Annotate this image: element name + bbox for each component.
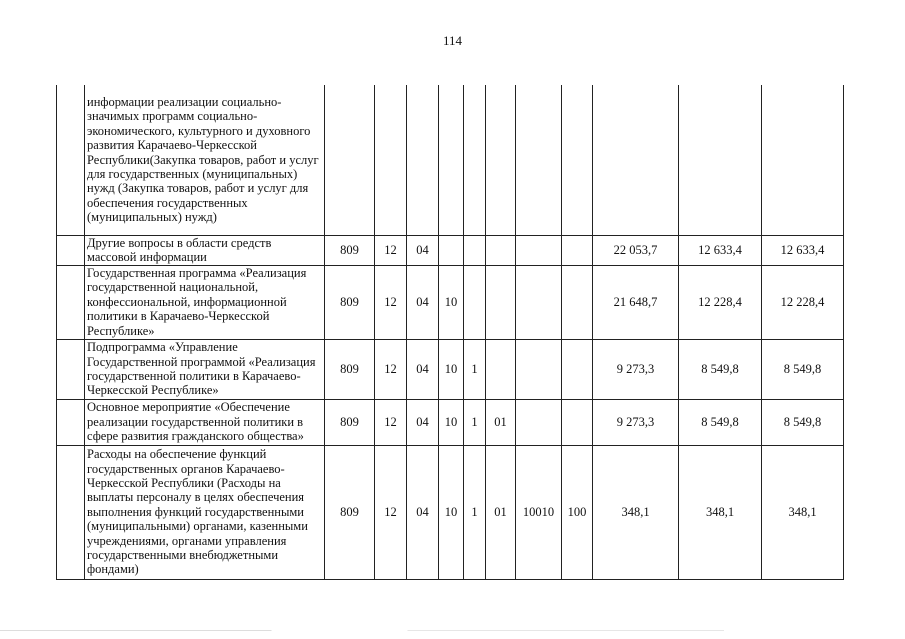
cs-program-cell: 10 — [439, 339, 464, 399]
index-cell — [57, 399, 85, 445]
ved-cell: 809 — [325, 235, 375, 265]
index-cell — [57, 265, 85, 339]
cs-direction-cell — [516, 399, 562, 445]
cs-program-cell — [439, 85, 464, 235]
budget-table — [56, 85, 844, 580]
rz-cell: 12 — [375, 445, 407, 579]
cs-direction-cell — [516, 339, 562, 399]
pr-cell: 04 — [407, 235, 439, 265]
cs-subprogram-cell: 1 — [464, 399, 486, 445]
sum-year-2: 8 549,8 — [679, 339, 762, 399]
sum-year-3: 12 228,4 — [762, 265, 844, 339]
ved-cell: 809 — [325, 265, 375, 339]
cs-program-cell: 10 — [439, 445, 464, 579]
rz-cell: 12 — [375, 339, 407, 399]
ved-cell: 809 — [325, 339, 375, 399]
index-cell — [57, 235, 85, 265]
sum-year-2 — [679, 85, 762, 235]
table-row — [57, 235, 844, 265]
cs-direction-cell — [516, 235, 562, 265]
vr-cell — [562, 339, 593, 399]
sum-year-1: 9 273,3 — [593, 399, 679, 445]
cs-event-cell — [486, 265, 516, 339]
cs-direction-cell — [516, 265, 562, 339]
pr-cell: 04 — [407, 339, 439, 399]
vr-cell — [562, 235, 593, 265]
sum-year-2: 12 633,4 — [679, 235, 762, 265]
pr-cell: 04 — [407, 399, 439, 445]
scan-artifact-line — [0, 630, 905, 631]
sum-year-3: 348,1 — [762, 445, 844, 579]
sum-year-3: 8 549,8 — [762, 399, 844, 445]
cs-direction-cell: 10010 — [516, 445, 562, 579]
table-row — [57, 265, 844, 339]
row-name: Расходы на обеспечение функций государственных органов Карачаево-Черкесской Республики (Расходы на выплаты персоналу в целях обеспечения выполнения функций государственными (муниципальными) органами, казенными учреждениями, органами управления государственными внебюджетными фондами) — [85, 445, 325, 579]
cs-subprogram-cell — [464, 235, 486, 265]
page-number: 114 — [442, 33, 463, 48]
table-row — [57, 339, 844, 399]
row-name: Основное мероприятие «Обеспечение реализации государственной политики в сфере развития гражданского общества» — [85, 399, 325, 445]
row-name: Государственная программа «Реализация государственной национальной, конфессиональной, информационной политики в Карачаево-Черкесской Республике» — [85, 265, 325, 339]
pr-cell: 04 — [407, 445, 439, 579]
ved-cell: 809 — [325, 399, 375, 445]
cs-event-cell: 01 — [486, 399, 516, 445]
table-row — [57, 85, 844, 235]
cs-program-cell: 10 — [439, 265, 464, 339]
index-cell — [57, 85, 85, 235]
row-name: Подпрограмма «Управление Государственной программой «Реализация государственной политики в Карачаево-Черкесской Республике» — [85, 339, 325, 399]
table-row — [57, 445, 844, 579]
sum-year-1: 21 648,7 — [593, 265, 679, 339]
cs-event-cell — [486, 235, 516, 265]
cs-direction-cell — [516, 85, 562, 235]
sum-year-2: 8 549,8 — [679, 399, 762, 445]
cs-event-cell — [486, 339, 516, 399]
vr-cell: 100 — [562, 445, 593, 579]
table-row — [57, 399, 844, 445]
cs-subprogram-cell: 1 — [464, 339, 486, 399]
sum-year-1 — [593, 85, 679, 235]
ved-cell: 809 — [325, 445, 375, 579]
vr-cell — [562, 265, 593, 339]
sum-year-2: 348,1 — [679, 445, 762, 579]
rz-cell — [375, 85, 407, 235]
cs-program-cell — [439, 235, 464, 265]
sum-year-1: 22 053,7 — [593, 235, 679, 265]
cs-event-cell: 01 — [486, 445, 516, 579]
cs-subprogram-cell: 1 — [464, 445, 486, 579]
sum-year-3: 12 633,4 — [762, 235, 844, 265]
cs-event-cell — [486, 85, 516, 235]
pr-cell: 04 — [407, 265, 439, 339]
index-cell — [57, 445, 85, 579]
row-name: Другие вопросы в области средств массовой информации — [85, 235, 325, 265]
cs-program-cell: 10 — [439, 399, 464, 445]
pr-cell — [407, 85, 439, 235]
rz-cell: 12 — [375, 399, 407, 445]
rz-cell: 12 — [375, 265, 407, 339]
cs-subprogram-cell — [464, 85, 486, 235]
sum-year-1: 9 273,3 — [593, 339, 679, 399]
vr-cell — [562, 85, 593, 235]
vr-cell — [562, 399, 593, 445]
ved-cell — [325, 85, 375, 235]
sum-year-2: 12 228,4 — [679, 265, 762, 339]
cs-subprogram-cell — [464, 265, 486, 339]
rz-cell: 12 — [375, 235, 407, 265]
row-name: информации реализации социально-значимых программ социально-экономического, культурного и духовного развития Карачаево-Черкесской Республики(Закупка товаров, работ и услуг для государственных (муниципальных) нужд (Закупка товаров, работ и услуг для обеспечения государственных (муниципальных) нужд) — [85, 85, 325, 235]
sum-year-3 — [762, 85, 844, 235]
sum-year-3: 8 549,8 — [762, 339, 844, 399]
sum-year-1: 348,1 — [593, 445, 679, 579]
index-cell — [57, 339, 85, 399]
